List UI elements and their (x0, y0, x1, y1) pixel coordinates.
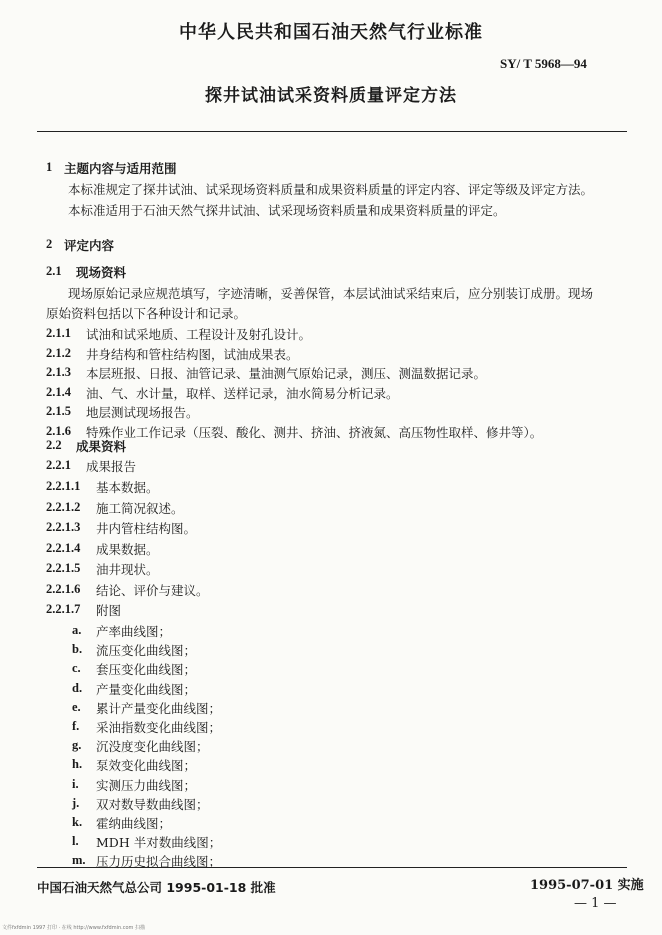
item-text: 试油和试采地质、工程设计及射孔设计。 (86, 327, 312, 342)
figure-letter: l. (72, 834, 79, 849)
standard-number: SY/ T 5968—94 (500, 56, 587, 71)
item-text: 特殊作业工作记录（压裂、酸化、测井、挤油、挤液氮、高压物性取样、修井等）。 (86, 424, 543, 440)
figure-text: 套压变化曲线图； (96, 662, 197, 678)
item-text: 井内管柱结构图。 (96, 521, 197, 536)
figure-text: 产量变化曲线图； (96, 681, 197, 697)
section-1-paragraph-2: 本标准适用于石油天然气探井试油、试采现场资料质量和成果资料质量的评定。 (68, 203, 506, 218)
figure-letter: e. (72, 699, 81, 714)
item-number: 2.2.1.1 (46, 479, 81, 493)
figure-letter: a. (72, 623, 82, 637)
section-2-number: 2 (46, 237, 53, 251)
item-text: 本层班报、日报、油管记录、量油测气原始记录，测压、测温数据记录。 (86, 366, 487, 381)
figure-letter: h. (72, 757, 83, 772)
figure-letter: m. (72, 853, 86, 868)
figure-text: 实测压力曲线图； (96, 777, 197, 793)
approval-date: 中国石油天然气总公司 1995-01-18 批准 (37, 880, 276, 895)
section-2-1-number: 2.1 (46, 264, 62, 278)
figure-text: 压力历史拟合曲线图； (96, 854, 222, 870)
figure-letter: g. (72, 738, 82, 753)
item-number: 2.1.3 (46, 365, 71, 379)
item-number: 2.2.1.3 (46, 520, 81, 534)
item-text: 井身结构和管柱结构图，试油成果表。 (86, 346, 299, 362)
section-1-title: 主题内容与适用范围 (64, 161, 177, 176)
item-number: 2.2.1.6 (46, 581, 81, 596)
section-2-2-1-number: 2.2.1 (46, 458, 71, 472)
figure-text: 产率曲线图； (96, 624, 172, 639)
figure-letter: f. (72, 719, 80, 733)
figure-letter: i. (72, 776, 79, 791)
document-title: 探井试油试采资料质量评定方法 (205, 86, 457, 106)
figure-text: 霍纳曲线图； (96, 816, 172, 831)
section-2-1-paragraph-1: 现场原始记录应规范填写，字迹清晰，妥善保管，本层试油试采结束后，应分别装订成册。现场 (68, 286, 594, 301)
figure-text: 泵效变化曲线图； (96, 758, 197, 774)
figure-letter: j. (72, 795, 80, 810)
section-1-paragraph-1: 本标准规定了探井试油、试采现场资料质量和成果资料质量的评定内容、评定等级及评定方法。 (68, 182, 594, 197)
item-text: 成果数据。 (96, 541, 159, 557)
section-2-2-title: 成果资料 (76, 439, 127, 454)
header-org: 中华人民共和国石油天然气行业标准 (179, 22, 483, 43)
figure-text: MDH 半对数曲线图； (96, 835, 222, 851)
section-2-2-1-title: 成果报告 (86, 459, 137, 474)
figure-letter: c. (72, 661, 81, 676)
item-number: 2.1.6 (46, 423, 71, 438)
figure-text: 沉没度变化曲线图； (96, 739, 209, 755)
item-text: 施工简况叙述。 (96, 500, 184, 516)
implementation-date: 1995-07-01 实施 (530, 878, 644, 893)
item-number: 2.1.5 (46, 404, 71, 418)
figure-text: 双对数导数曲线图； (96, 796, 209, 812)
item-number: 2.1.2 (46, 345, 71, 360)
section-2-2-number: 2.2 (46, 438, 62, 452)
section-2-title: 评定内容 (64, 238, 115, 253)
figure-text: 累计产量变化曲线图； (96, 700, 222, 716)
scan-watermark: 文件fxfdmin 1997 打印 · 在线 http://www.fxfdmin.com 扫描 (2, 925, 145, 931)
item-text: 附图 (96, 603, 122, 618)
header-rule (37, 131, 627, 132)
figure-text: 流压变化曲线图； (96, 643, 197, 659)
figure-letter: d. (72, 680, 83, 695)
footer-rule (37, 867, 627, 868)
page-number: — 1 — (574, 896, 617, 911)
item-number: 2.2.1.4 (46, 540, 81, 555)
section-2-1-paragraph-2: 原始资料包括以下各种设计和记录。 (46, 306, 247, 321)
figure-letter: k. (72, 815, 83, 829)
item-number: 2.2.1.7 (46, 602, 81, 616)
figure-letter: b. (72, 642, 83, 657)
item-number: 2.2.1.2 (46, 499, 81, 514)
item-text: 基本数据。 (96, 480, 159, 495)
item-number: 2.2.1.5 (46, 561, 81, 575)
item-text: 结论、评价与建议。 (96, 582, 209, 598)
section-2-1-title: 现场资料 (76, 265, 127, 280)
section-1-number: 1 (46, 160, 53, 174)
item-text: 油井现状。 (96, 562, 159, 577)
item-number: 2.1.1 (46, 326, 71, 340)
item-text: 油、气、水计量，取样、送样记录，油水简易分析记录。 (86, 385, 399, 401)
figure-text: 采油指数变化曲线图； (96, 720, 222, 735)
item-number: 2.1.4 (46, 384, 71, 399)
item-text: 地层测试现场报告。 (86, 405, 199, 420)
